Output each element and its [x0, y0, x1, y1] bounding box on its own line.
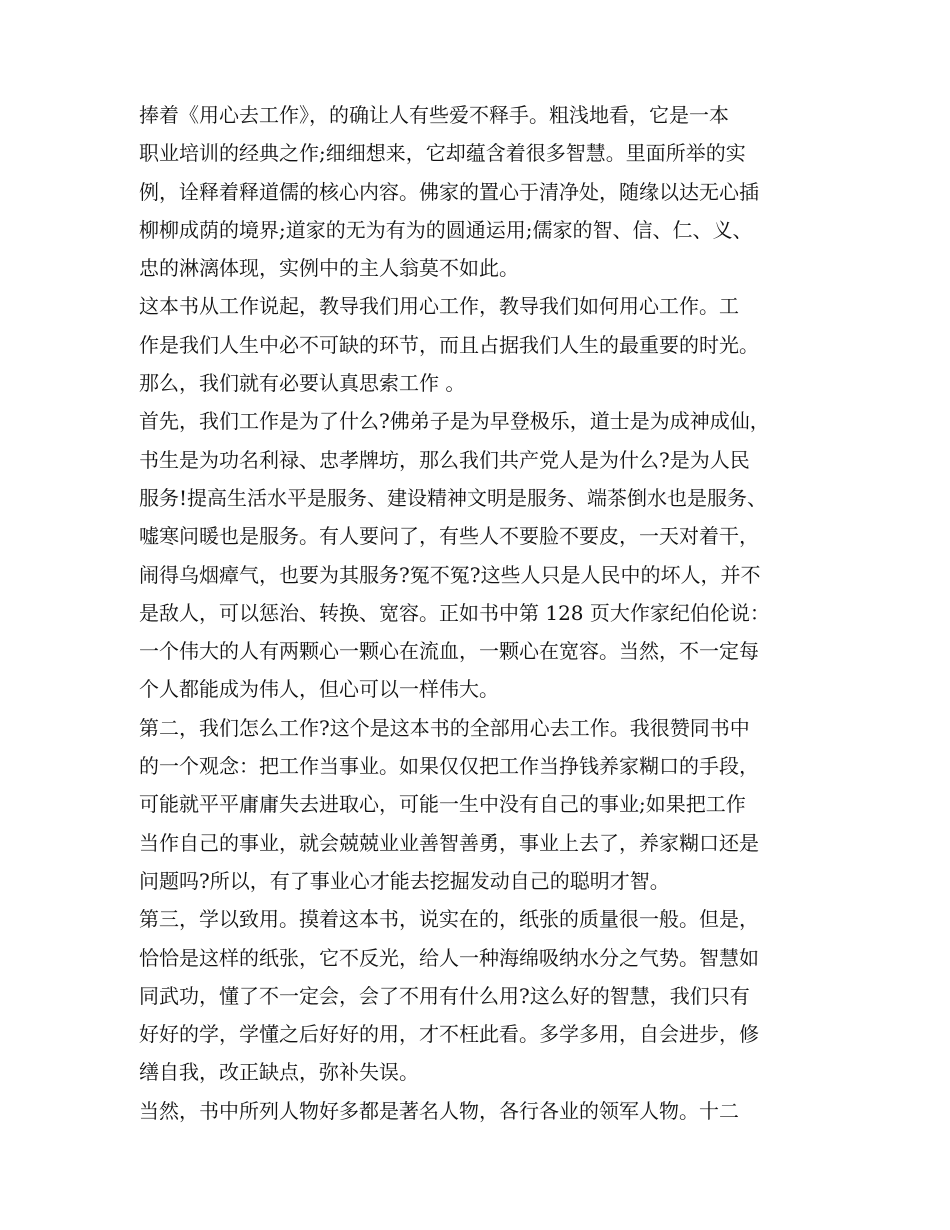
- text-line: 好好的学，学懂之后好好的用，才不枉此看。多学多用，自会进步，修: [139, 1022, 759, 1047]
- text-line: 忠的淋漓体现，实例中的主人翁莫不如此。: [139, 256, 519, 281]
- text-line: 一个伟大的人有两颗心一颗心在流血，一颗心在宽容。当然，不一定每: [139, 639, 759, 664]
- text-line: 书生是为功名利禄、忠孝牌坊，那么我们共产党人是为什么?是为人民: [139, 447, 750, 472]
- text-line: 第三，学以致用。摸着这本书，说实在的，纸张的质量很一般。但是，: [139, 907, 759, 932]
- document-body: [139, 96, 829, 1130]
- text-line: 柳柳成荫的境界;道家的无为有为的圆通运用;儒家的智、信、仁、义、: [139, 217, 753, 242]
- text-line: 问题吗?所以，有了事业心才能去挖掘发动自己的聪明才智。: [139, 868, 670, 893]
- text-line: 当然，书中所列人物好多都是著名人物，各行各业的领军人物。十二: [139, 1098, 739, 1123]
- text-line: 恰恰是这样的纸张，它不反光，给人一种海绵吸纳水分之气势。智慧如: [139, 945, 759, 970]
- text-line: 作是我们人生中必不可缺的环节，而且占据我们人生的最重要的时光。: [139, 332, 759, 357]
- text-line: 例，诠释着释道儒的核心内容。佛家的置心于清净处，随缘以达无心插: [139, 179, 759, 204]
- text-line: 第二，我们怎么工作?这个是这本书的全部用心去工作。我很赞同书中: [139, 715, 750, 740]
- text-line: 可能就平平庸庸失去进取心，可能一生中没有自己的事业;如果把工作: [139, 792, 746, 817]
- text-line: 的一个观念：把工作当事业。如果仅仅把工作当挣钱养家糊口的手段，: [139, 754, 759, 779]
- text-line: 闹得乌烟瘴气，也要为其服务?冤不冤?这些人只是人民中的坏人，并不: [139, 562, 761, 587]
- text-line: 职业培训的经典之作;细细想来，它却蕴含着很多智慧。里面所举的实: [139, 141, 746, 166]
- text-line: 是敌人，可以惩治、转换、宽容。正如书中第 128 页大作家纪伯伦说：: [139, 600, 770, 625]
- text-line: 同武功，懂了不一定会，会了不用有什么用?这么好的智慧，我们只有: [139, 983, 750, 1008]
- text-line: 当作自己的事业，就会兢兢业业善智善勇，事业上去了，养家糊口还是: [139, 830, 759, 855]
- text-line: 缮自我，改正缺点，弥补失误。: [139, 1060, 419, 1085]
- text-line: 这本书从工作说起，教导我们用心工作，教导我们如何用心工作。工: [139, 294, 739, 319]
- text-line: 捧着《用心去工作》，的确让人有些爱不释手。粗浅地看，它是一本: [139, 103, 729, 127]
- text-line: 那么，我们就有必要认真思索工作 。: [139, 371, 466, 396]
- text-line: 首先，我们工作是为了什么?佛弟子是为早登极乐，道士是为成神成仙，: [139, 409, 770, 434]
- text-line: 嘘寒问暖也是服务。有人要问了，有些人不要脸不要皮，一天对着干，: [139, 524, 759, 549]
- text-line: 服务!提高生活水平是服务、建设精神文明是服务、端茶倒水也是服务、: [139, 485, 768, 510]
- text-line: 个人都能成为伟人，但心可以一样伟大。: [139, 677, 499, 702]
